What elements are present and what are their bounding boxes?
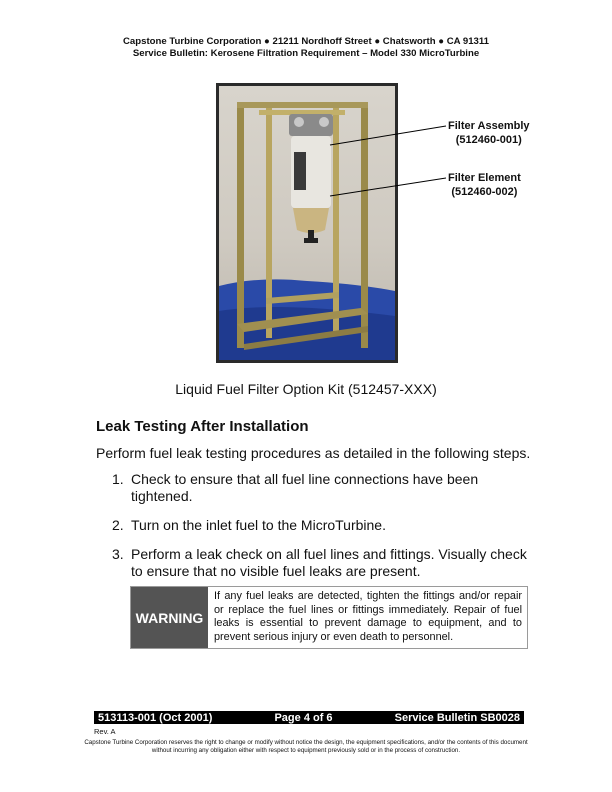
list-item <box>112 517 532 534</box>
step-number: 2. <box>112 517 124 533</box>
step-number: 1. <box>112 471 124 487</box>
callout-label: Filter Element <box>448 172 521 184</box>
figure-caption: Liquid Fuel Filter Option Kit (512457-XXX) <box>175 381 437 397</box>
footer-disclaimer: Capstone Turbine Corporation reserves the right to change or modify without notice the design, the equipment specifications, and/or the contents of this document without incurring any obligation either with respect to equipment previously sold or in the process of construction. <box>84 739 528 754</box>
step-text: Perform a leak check on all fuel lines and fittings. Visually check to ensure that no visible fuel leaks are present. <box>131 546 527 579</box>
list-item <box>112 546 532 580</box>
header-company-line: Capstone Turbine Corporation ● 21211 Nordhoff Street ● Chatsworth ● CA 91311 <box>122 36 490 47</box>
footer-bulletin-id: Service Bulletin SB0028 <box>394 711 520 724</box>
section-title: Leak Testing After Installation <box>96 418 309 435</box>
footer-doc-number: 513113-001 (Oct 2001) <box>98 711 213 724</box>
list-item <box>112 471 532 505</box>
callout-label: Filter Assembly <box>448 120 530 132</box>
callout-part-number: (512460-001) <box>455 134 522 146</box>
section-intro: Perform fuel leak testing procedures as detailed in the following steps. <box>96 445 531 461</box>
warning-box <box>130 586 528 649</box>
steps-list <box>112 471 532 592</box>
footer-page-number: Page 4 of 6 <box>274 711 333 724</box>
callout-filter-assembly <box>448 119 530 147</box>
step-text: Turn on the inlet fuel to the MicroTurbine. <box>131 517 386 533</box>
footer-bar <box>94 711 524 724</box>
footer-revision: Rev. A <box>94 727 116 736</box>
header-bulletin-line: Service Bulletin: Kerosene Filtration Requirement – Model 330 MicroTurbine <box>132 48 480 59</box>
callout-filter-element <box>448 171 521 199</box>
warning-label: WARNING <box>131 587 208 648</box>
step-number: 3. <box>112 546 124 562</box>
step-text: Check to ensure that all fuel line connections have been tightened. <box>131 471 479 504</box>
warning-text: If any fuel leaks are detected, tighten the fittings and/or repair or replace the fuel lines or fittings immediately. Repair of fuel leaks is essential to prevent damage to equipment, and to prevent serious injury or even death to personnel. <box>214 590 522 643</box>
callout-part-number: (512460-002) <box>451 186 518 198</box>
